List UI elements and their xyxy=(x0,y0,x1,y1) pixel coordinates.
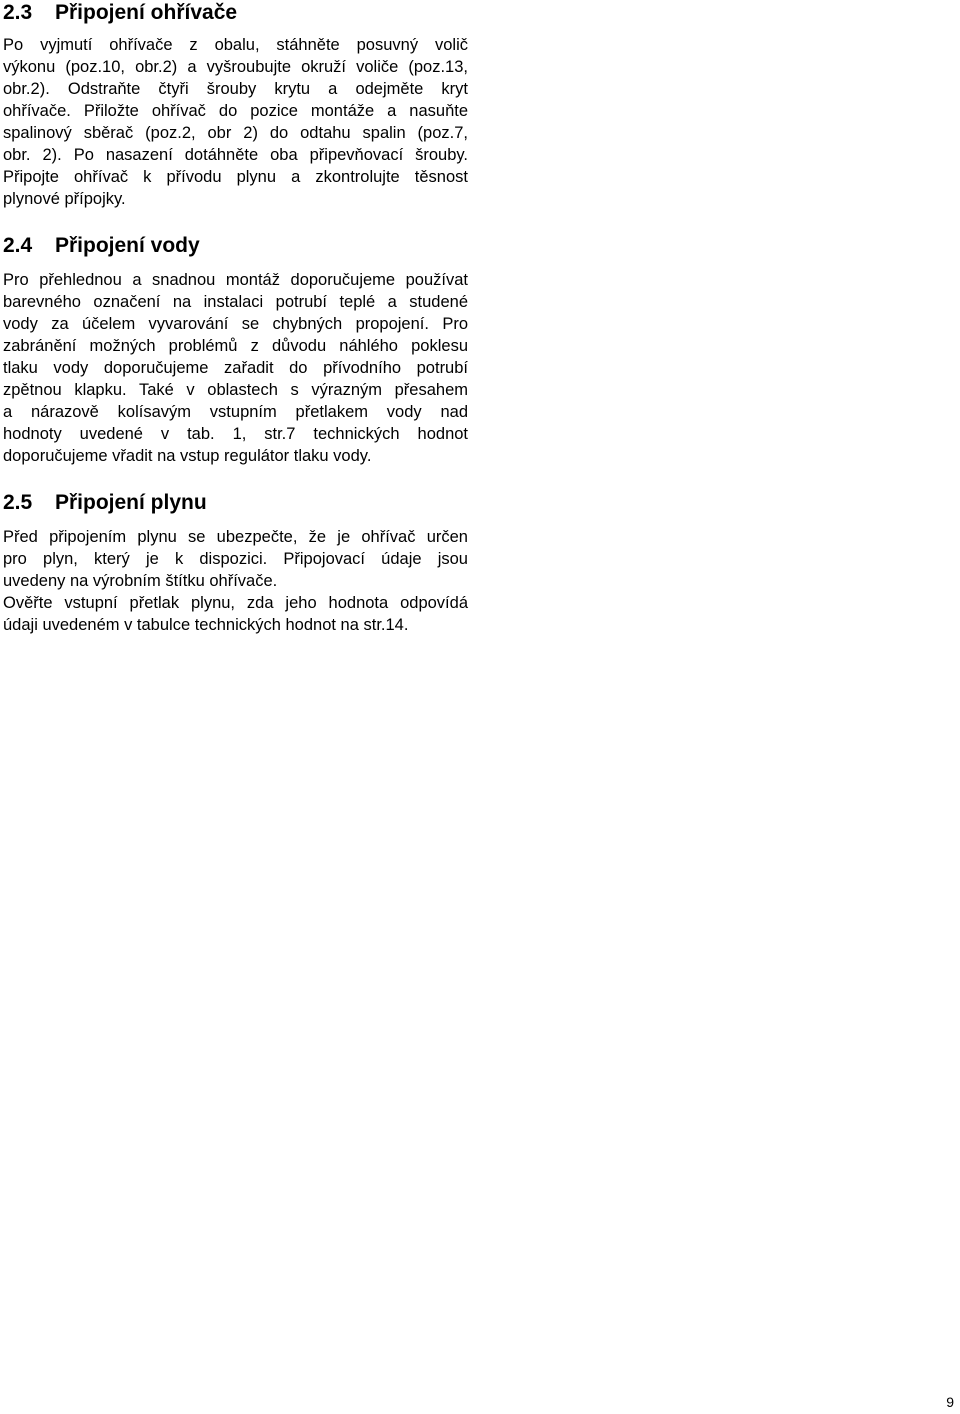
text-line: ohřívače. Přiložte ohřívač do pozice montáže a nasuňte xyxy=(3,102,468,120)
paragraph xyxy=(3,34,468,210)
text-line: zpětnou klapku. Také v oblastech s výrazným přesahem xyxy=(3,381,468,399)
text-line: zabránění možných problémů z důvodu náhlého poklesu xyxy=(3,337,468,355)
text-line: a nárazově kolísavým vstupním přetlakem vody nad xyxy=(3,403,468,421)
section-title-text: Připojení plynu xyxy=(55,491,207,514)
text-line: Ověřte vstupní přetlak plynu, zda jeho hodnota odpovídá xyxy=(3,594,468,612)
text-line: plynové přípojky. xyxy=(3,190,126,208)
text-line: výkonu (poz.10, obr.2) a vyšroubujte okruží voliče (poz.13, xyxy=(3,58,468,76)
section-heater-connection xyxy=(3,0,468,210)
section-water-connection xyxy=(3,233,468,467)
paragraph xyxy=(3,592,468,636)
text-line: hodnoty uvedené v tab. 1, str.7 technických hodnot xyxy=(3,425,468,443)
text-line: obr. 2). Po nasazení dotáhněte oba připevňovací šrouby. xyxy=(3,146,468,164)
section-title-text: Připojení vody xyxy=(55,234,200,257)
paragraph xyxy=(3,526,468,592)
section-heading xyxy=(3,490,468,516)
section-heading xyxy=(3,0,468,26)
text-line: Pro přehlednou a snadnou montáž doporučujeme používat xyxy=(3,271,468,289)
text-line: uvedeny na výrobním štítku ohřívače. xyxy=(3,572,278,590)
section-number: 2.3 xyxy=(3,1,33,24)
text-line: obr.2). Odstraňte čtyři šrouby krytu a odejměte kryt xyxy=(3,80,468,98)
text-line: pro plyn, který je k dispozici. Připojovací údaje jsou xyxy=(3,550,468,568)
page-number: 9 xyxy=(946,1394,954,1410)
section-number: 2.5 xyxy=(3,491,33,514)
text-line: údaji uvedeném v tabulce technických hodnot na str.14. xyxy=(3,616,409,634)
section-gas-connection xyxy=(3,490,468,636)
text-line: Připojte ohřívač k přívodu plynu a zkontrolujte těsnost xyxy=(3,168,468,186)
section-heading xyxy=(3,233,468,259)
paragraph xyxy=(3,269,468,467)
section-title-text: Připojení ohřívače xyxy=(55,1,238,24)
section-number: 2.4 xyxy=(3,234,33,257)
text-line: tlaku vody doporučujeme zařadit do přívodního potrubí xyxy=(3,359,468,377)
text-line: vody za účelem vyvarování se chybných propojení. Pro xyxy=(3,315,468,333)
text-line: doporučujeme vřadit na vstup regulátor tlaku vody. xyxy=(3,447,372,465)
text-line: spalinový sběrač (poz.2, obr 2) do odtahu spalin (poz.7, xyxy=(3,124,468,142)
text-line: barevného označení na instalaci potrubí teplé a studené xyxy=(3,293,468,311)
text-line: Po vyjmutí ohřívače z obalu, stáhněte posuvný volič xyxy=(3,36,468,54)
text-line: Před připojením plynu se ubezpečte, že je ohřívač určen xyxy=(3,528,468,546)
